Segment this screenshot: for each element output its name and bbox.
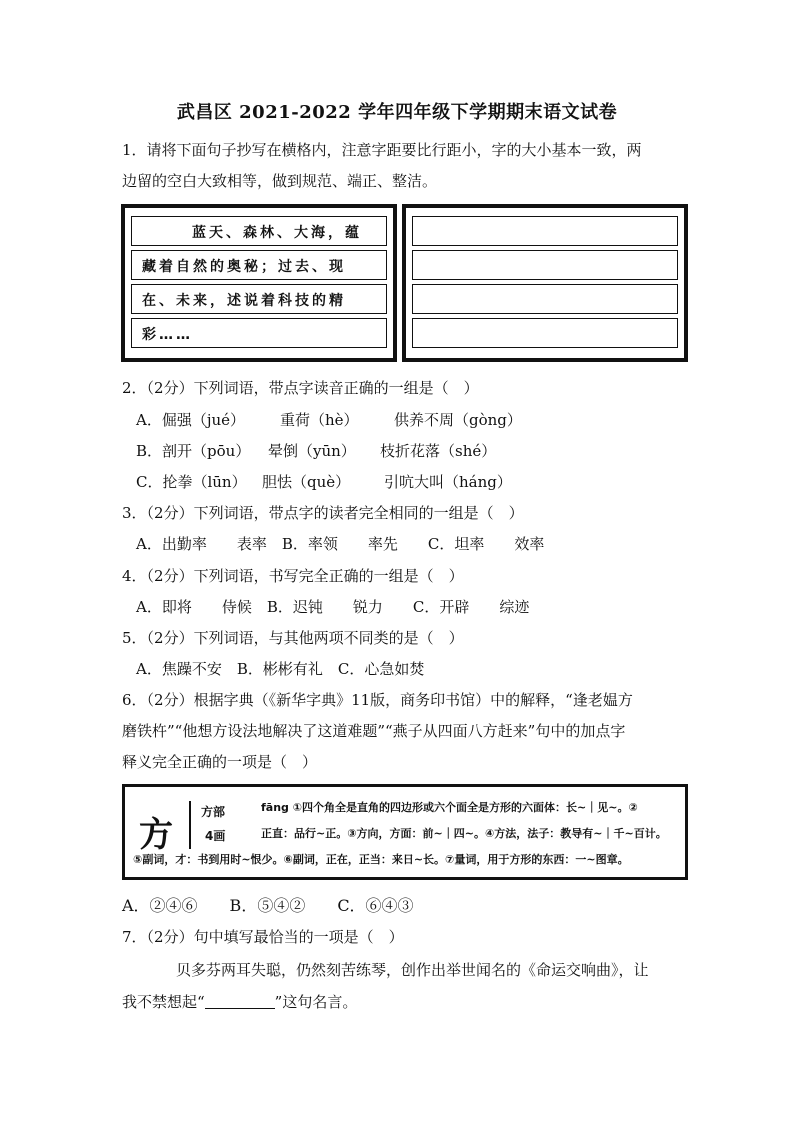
answer-row[interactable] [412,216,678,246]
grid-row [131,318,387,348]
q2-option-a-1: A．倔强（jué） [136,411,246,429]
q3-options: A．出勤率 表率 B．率领 率先 C．坦率 效率 [136,535,545,553]
definition-line: fāng ①四个角全是直角的四边形或六个面全是方形的六面体：长~｜见~。② [261,801,638,814]
radical-label: 方部 [201,805,226,819]
q1-instruction-line2: 边留的空白大致相等，做到规范、端正、整洁。 [122,172,438,190]
grid-row [131,250,387,280]
q2-option-b-1: B．剖开（pōu） [136,442,251,460]
q2-option-a-2: 重荷（hè） [280,411,359,429]
q7-passage-line2 [122,992,357,1012]
dictionary-entry [122,784,688,880]
q2-stem: 2．（2分）下列词语，带点字读音正确的一组是（ ） [122,379,479,397]
answer-writing-grid[interactable] [403,205,687,361]
q7-text-before-blank: 我不禁想起“ [122,993,205,1011]
grid-text: 藏着自然的奥秘；过去、现 [142,259,346,275]
definition-line: ⑤副词，才：书到用时~恨少。⑥副词，正在，正当：来日~长。⑦量词，用于方形的东西：一~图章。 [133,853,629,866]
q7-text-after-blank: ”这句名言。 [274,993,358,1011]
q6-options: A．②④⑥ B．⑤④② C．⑥④③ [122,896,414,915]
q2-option-c-1: C．抡拳（lūn） [136,473,247,491]
fill-blank[interactable] [205,994,275,1009]
q2-option-b-3: 枝折花落（shé） [380,442,497,460]
q2-option-b-2: 晕倒（yūn） [268,442,356,460]
stroke-count: 4画 [205,829,226,843]
sample-writing-grid [122,205,396,361]
q7-passage-line1: 贝多芬两耳失聪，仍然刻苦练琴，创作出举世闻名的《命运交响曲》，让 [176,961,649,979]
q1-instruction-line1: 1．请将下面句子抄写在横格内，注意字距要比行距小，字的大小基本一致，两 [122,141,642,159]
q2-option-a-3: 供养不周（gòng） [394,411,522,429]
q5-stem: 5．（2分）下列词语，与其他两项不同类的是（ ） [122,629,464,647]
divider [189,801,191,849]
grid-text: 蓝天、森林、大海，蕴 [192,225,362,241]
grid-row [131,216,387,246]
answer-row[interactable] [412,250,678,280]
grid-row [131,284,387,314]
q6-stem-line3: 释义完全正确的一项是（ ） [122,753,318,771]
q7-stem: 7．（2分）句中填写最恰当的一项是（ ） [122,928,404,946]
q4-stem: 4．（2分）下列词语，书写完全正确的一组是（ ） [122,567,464,585]
grid-text: 在、未来，述说着科技的精 [142,293,346,309]
grid-text: 彩…… [142,327,193,343]
dictionary-character: 方 [139,815,173,855]
q2-option-c-2: 胆怯（què） [262,473,351,491]
q2-option-c-3: 引吭大叫（háng） [384,473,512,491]
definition-line: 正直：品行~正。③方向，方面：前~｜四~。④方法，法子：教导有~｜千~百计。 [261,827,667,840]
q5-options: A．焦躁不安 B．彬彬有礼 C．心急如焚 [136,660,425,678]
q6-stem-line2: 磨铁杵”“他想方设法地解决了这道难题”“燕子从四面八方赶来”句中的加点字 [122,722,626,740]
q4-options: A．即将 侍候 B．迟钝 锐力 C．开辟 综迹 [136,598,530,616]
q3-stem: 3．（2分）下列词语，带点字的读者完全相同的一组是（ ） [122,504,524,522]
answer-row[interactable] [412,284,678,314]
page-title: 武昌区 2021-2022 学年四年级下学期期末语文试卷 [176,102,618,123]
q6-stem-line1: 6．（2分）根据字典（《新华字典》11版，商务印书馆）中的解释，“逢老媪方 [122,691,633,709]
answer-row[interactable] [412,318,678,348]
